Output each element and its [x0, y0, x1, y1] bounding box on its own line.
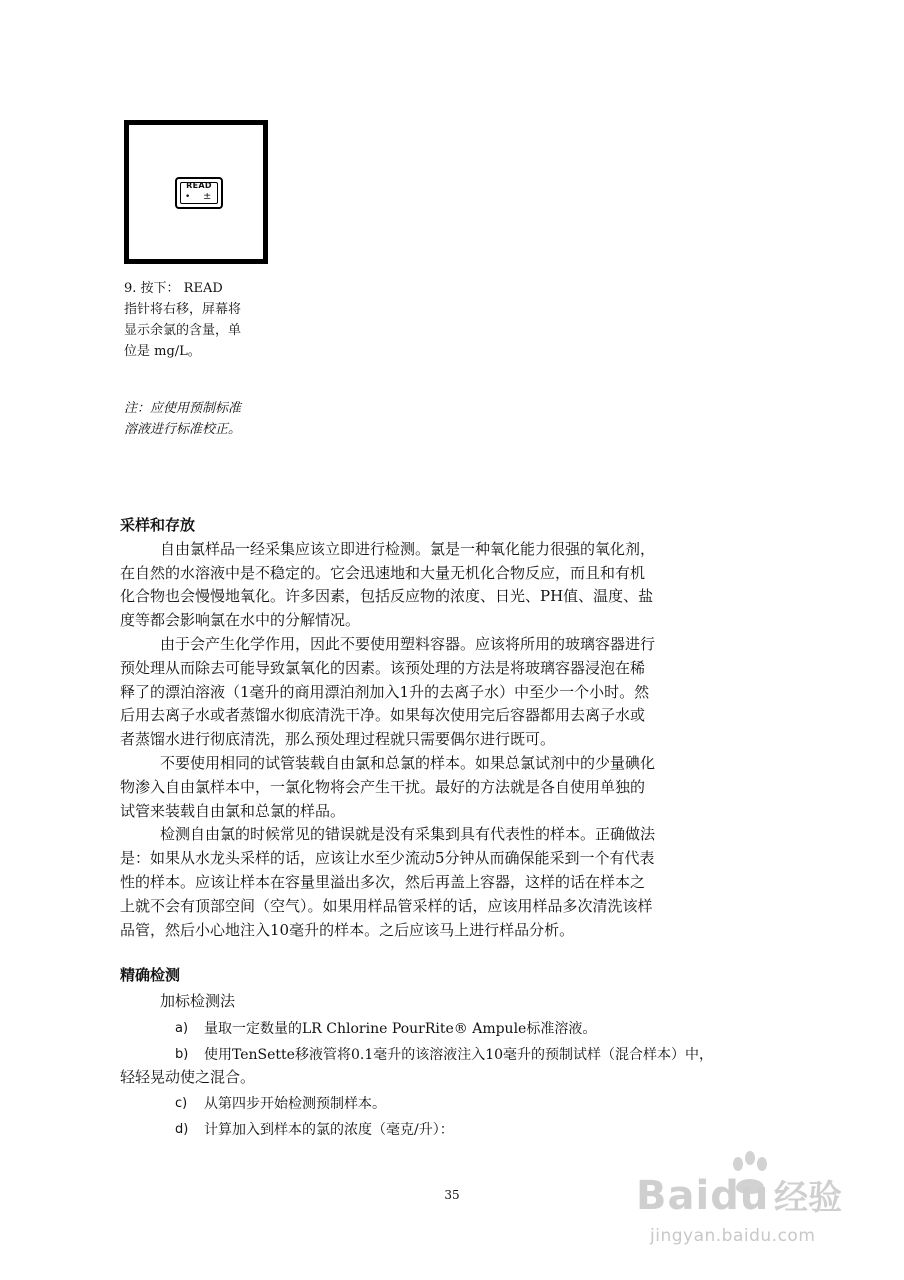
precise-heading: 精确检测	[120, 966, 181, 984]
list-marker: d)	[175, 1122, 189, 1138]
step-line: 显示余氯的含量，单	[124, 323, 242, 338]
text-line: 自由氯样品一经采集应该立即进行检测。氯是一种氧化能力很强的氧化剂，	[160, 539, 656, 558]
watermark-brand: Baidu	[636, 1173, 770, 1219]
note-line: 注：应使用预制标准	[124, 401, 242, 416]
list-text: 使用TenSette移液管将0.1毫升的该溶液注入10毫升的预制试样（混合样本）中，	[204, 1046, 714, 1063]
text-line: 试管来装载自由氯和总氯的样品。	[120, 801, 346, 820]
text-line: 性的样本。应该让样本在容量里溢出多次，然后再盖上容器，这样的话在样本之	[120, 872, 646, 891]
list-marker: a)	[175, 1020, 189, 1036]
read-key-icon	[175, 177, 223, 209]
page-number: 35	[444, 1188, 460, 1202]
text-line: 度等都会影响氯在水中的分解情况。	[120, 611, 361, 630]
step-9-instruction	[124, 278, 284, 362]
text-line: 是：如果从水龙头采样的话，应该让水至少流动5分钟从而确保能采到一个有代表	[120, 849, 655, 868]
text-line: 预处理从而除去可能导致氯氧化的因素。该预处理的方法是将玻璃容器浸泡在稀	[120, 658, 646, 677]
text-line: 上就不会有顶部空间（空气）。如果用样品管采样的话，应该用样品多次清洗该样	[120, 896, 653, 915]
list-text: 量取一定数量的LR Chlorine PourRite® Ampule标准溶液。	[204, 1020, 597, 1037]
list-item	[120, 1093, 800, 1115]
read-key-label: READ	[186, 181, 212, 190]
precise-detection-section	[120, 964, 800, 1141]
note-line: 溶液进行标准校正。	[124, 422, 242, 437]
baidu-jingyan-watermark	[636, 1150, 866, 1250]
step-line: 位是 mg/L。	[124, 344, 201, 359]
step-line: 9. 按下： READ	[124, 281, 223, 296]
list-text: 从第四步开始检测预制样本。	[204, 1096, 386, 1113]
text-line: 由于会产生化学作用，因此不要使用塑料容器。应该将所用的玻璃容器进行	[160, 634, 656, 653]
text-line: 不要使用相同的试管装载自由氯和总氯的样本。如果总氯试剂中的少量碘化	[160, 753, 656, 772]
text-line: 在自然的水溶液中是不稳定的。它会迅速地和大量无机化合物反应，而且和有机	[120, 563, 646, 582]
text-line: 释了的漂泊溶液（1毫升的商用漂泊剂加入1升的去离子水）中至少一个小时。然	[120, 682, 650, 701]
list-marker: c)	[175, 1096, 188, 1112]
sampling-heading: 采样和存放	[120, 516, 196, 534]
read-key-figure	[124, 120, 268, 264]
text-line: 检测自由氯的时候常见的错误就是没有采集到具有代表性的样本。正确做法	[160, 825, 656, 844]
dot-symbol: •	[185, 192, 191, 202]
plusminus-symbol: ±	[203, 191, 212, 202]
list-text: 计算加入到样本的氯的浓度（毫克/升）：	[204, 1122, 454, 1139]
text-line: 品管，然后小心地注入10毫升的样本。之后应该马上进行样品分析。	[120, 920, 575, 939]
list-item	[120, 1018, 800, 1040]
text-line: 物渗入自由氯样本中，一氯化物将会产生干扰。最好的方法就是各自使用单独的	[120, 777, 646, 796]
text-line: 化合物也会慢慢地氧化。许多因素，包括反应物的浓度、日光、PH值、温度、盐	[120, 587, 654, 606]
list-text-continued: 轻轻晃动使之混合。	[120, 1067, 256, 1086]
watermark-url: jingyan.baidu.com	[650, 1226, 816, 1246]
spike-method-subheading: 加标检测法	[160, 991, 236, 1010]
list-item	[120, 1044, 800, 1066]
step-line: 指针将右移，屏幕将	[124, 302, 242, 317]
watermark-jingyan: 经验	[774, 1178, 842, 1218]
text-line: 后用去离子水或者蒸馏水彻底清洗干净。如果每次使用完后容器都用去离子水或	[120, 706, 646, 725]
sampling-section	[120, 514, 800, 942]
text-line: 者蒸馏水进行彻底清洗，那么预处理过程就只需要偶尔进行既可。	[120, 730, 556, 749]
list-item	[120, 1119, 800, 1141]
calibration-note	[124, 398, 284, 440]
list-marker: b)	[175, 1046, 189, 1062]
